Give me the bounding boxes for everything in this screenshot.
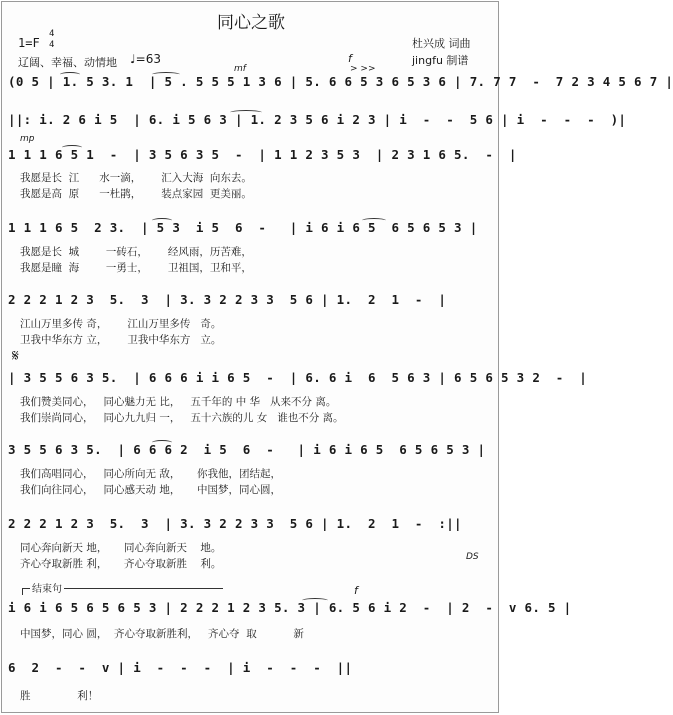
slur-arc (302, 598, 328, 603)
lyrics-row-3-line-1: 我愿是长 江 水一滴， 汇入大海 向东去。 (20, 172, 252, 184)
slur-arc (60, 72, 80, 77)
lyricist-composer: 杜兴成 词曲 (412, 37, 471, 50)
expression-text: 辽阔、幸福、动情地 (18, 56, 117, 69)
slur-arc (362, 218, 386, 223)
notation-row-10: 6 2 - - v | i - - - | i - - - || (8, 660, 353, 675)
ds-mark: DS (466, 552, 479, 562)
notation-row-3: 1 1 1 6 5 1 - | 3 5 6 3 5 - | 1 1 2 3 5 3 | 2 3 1 6 5. - | (8, 147, 517, 162)
lyrics-row-7-line-1: 我们高唱同心， 同心所向无 敌， 你我他，团结起， (20, 468, 282, 480)
lyrics-row-8-line-2: 齐心夺取新胜 利， 齐心夺取新胜 利。 (20, 558, 222, 570)
notation-row-2: ||: i. 2 6 i 5 | 6. i 5 6 3 | 1. 2 3 5 6 i 2 3 | i - - 5 6 | i - - - )| (8, 112, 627, 127)
lyrics-row-10: 胜 利！ (20, 690, 99, 702)
arranger: jingfu 制谱 (412, 54, 469, 67)
time-signature-bottom: 4 (49, 40, 55, 50)
notation-row-4: 1 1 1 6 5 2 3. | 5 3 i 5 6 - | i 6 i 6 5 6 5 6 5 3 | (8, 220, 478, 235)
dynamic-mf: mf (234, 64, 246, 74)
slur-arc (230, 110, 262, 115)
lyrics-row-5-line-1: 江山万里多传 奇， 江山万里多传 奇。 (20, 318, 222, 330)
song-title: 同心之歌 (217, 13, 285, 33)
lyrics-row-6-line-2: 我们崇尚同心， 同心九九归 一， 五十六族的儿 女 谁也不分 离。 (20, 412, 344, 424)
lyrics-row-4-line-1: 我愿是长 城 一砖石， 经风雨，历苦难， (20, 246, 252, 258)
dynamic-f-coda: f (354, 584, 358, 597)
score-sheet (1, 1, 673, 713)
notation-row-9: i 6 i 6 5 6 5 6 5 3 | 2 2 2 1 2 3 5. 3 | 6. 5 6 i 2 - | 2 - v 6. 5 | (8, 600, 572, 615)
slur-arc (152, 218, 172, 223)
coda-label: 结束句 (30, 580, 64, 595)
slur-arc (62, 145, 82, 150)
lyrics-row-9: 中国梦，同心 圆， 齐心夺取新胜利， 齐心夺 取 新 (20, 628, 304, 640)
slur-arc (152, 440, 172, 445)
dynamic-f: f (348, 52, 352, 65)
lyrics-row-4-line-2: 我愿是瞳 海 一勇士， 卫祖国，卫和平， (20, 262, 252, 274)
accent-marks: > >> (350, 64, 376, 74)
notation-row-7: 3 5 5 6 3 5. | 6 6 6 2 i 5 6 - | i 6 i 6 5 6 5 6 5 3 | (8, 442, 486, 457)
lyrics-row-3-line-2: 我愿是高 原 一杜鹃， 装点家园 更美丽。 (20, 188, 252, 200)
slur-arc (152, 72, 180, 77)
time-signature-top: 4 (49, 29, 55, 39)
notation-row-5: 2 2 2 1 2 3 5. 3 | 3. 3 2 2 3 3 5 6 | 1. 2 1 - | (8, 292, 447, 307)
lyrics-row-8-line-1: 同心奔向新天 地， 同心奔向新天 地。 (20, 542, 222, 554)
tempo-mark: ♩=63 (130, 52, 161, 66)
lyrics-row-6-line-1: 我们赞美同心， 同心魅力无 比， 五千年的 中 华 从来不分 离。 (20, 396, 337, 408)
key-signature: 1=F (18, 36, 40, 50)
lyrics-row-7-line-2: 我们向往同心， 同心感天动 地， 中国梦，同心圆， (20, 484, 282, 496)
dynamic-mp: mp (20, 134, 35, 144)
notation-row-6: | 3 5 5 6 3 5. | 6 6 6 i i 6 5 - | 6. 6 i 6 5 6 3 | 6 5 6 5 3 2 - | (8, 370, 588, 385)
notation-row-8: 2 2 2 1 2 3 5. 3 | 3. 3 2 2 3 3 5 6 | 1. 2 1 - :|| (8, 516, 462, 531)
segno-mark: 𝄋 (12, 346, 19, 365)
lyrics-row-5-line-2: 卫我中华东方 立， 卫我中华东方 立。 (20, 334, 222, 346)
notation-row-1: (0 5 | 1. 5 3. 1 | 5 . 5 5 5 1 3 6 | 5. 6 6 5 3 6 5 3 6 | 7. 7 7 - 7 2 3 4 5 6 7 | (8, 74, 673, 89)
